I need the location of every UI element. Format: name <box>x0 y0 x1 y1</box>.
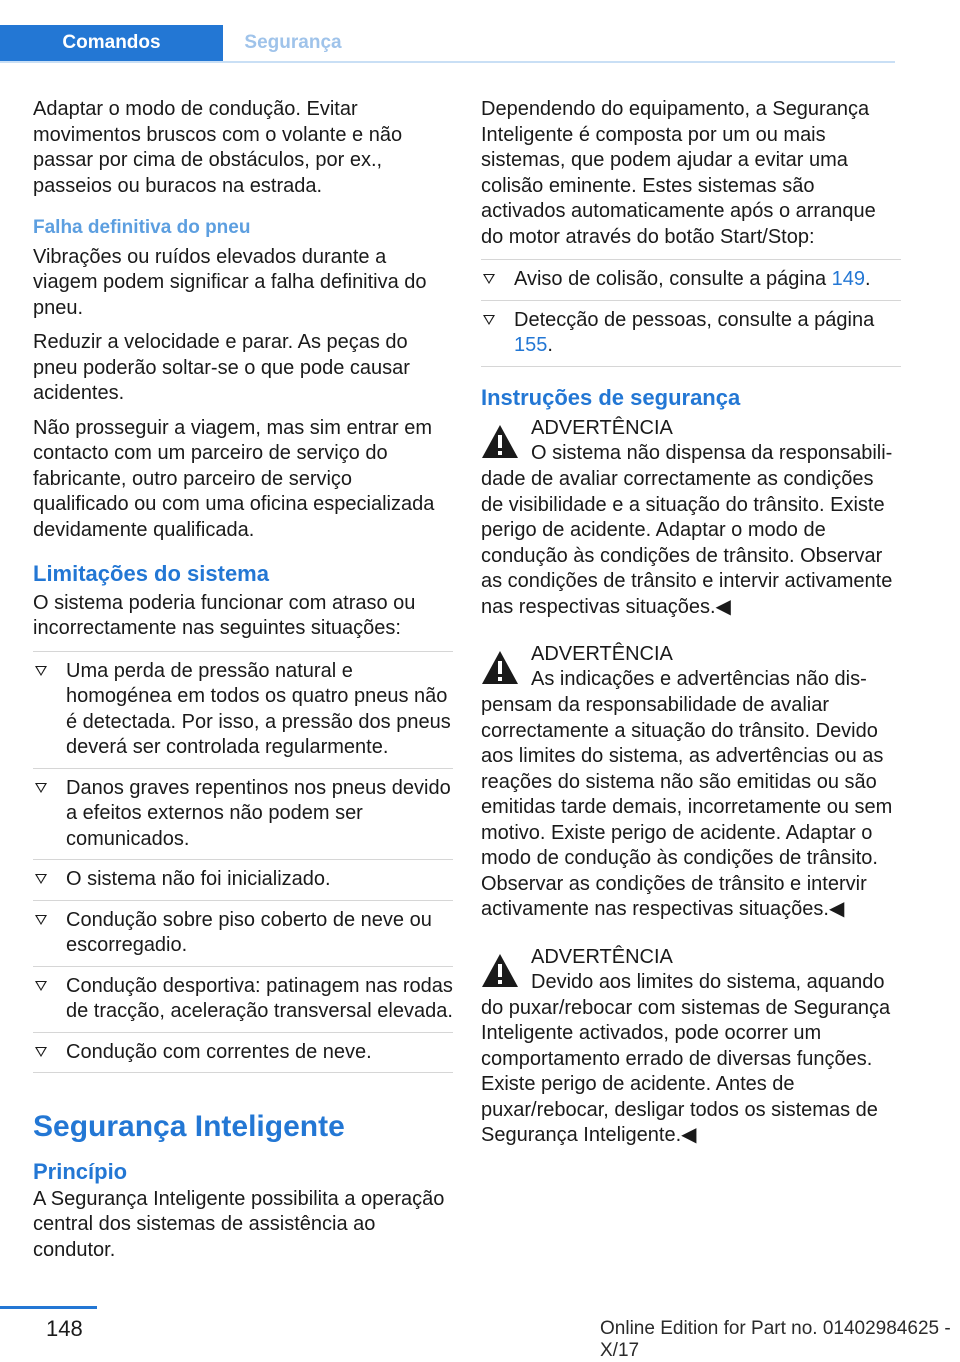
footer-rule <box>0 1306 97 1309</box>
paragraph: A Segurança Inteligente possibilita a operação central dos sistemas de assistência ao condutor. <box>33 1187 445 1261</box>
list-item: Detecção de pessoas, consulte a página 155. <box>481 301 901 367</box>
tab-seguranca[interactable]: Segurança <box>244 32 342 53</box>
triangle-bullet-icon <box>35 666 47 676</box>
systems-list <box>481 259 901 367</box>
triangle-bullet-icon <box>35 874 47 884</box>
list-item: Condução com correntes de neve. <box>33 1033 453 1074</box>
limitations-list <box>33 651 453 1074</box>
paragraph: Reduzir a velocidade e parar. As peças do pneu poderão soltar-se o que pode causar acidentes. <box>33 331 410 404</box>
list-item: Danos graves repentinos nos pneus devido a efeitos externos não podem ser comunicados. <box>33 769 453 861</box>
page-number: 148 <box>46 1316 83 1341</box>
heading-system-limits: Limitações do sistema <box>33 561 269 586</box>
warning-text-first: As indicações e advertências não dis- <box>531 668 867 690</box>
paragraph: Dependendo do equipamento, a Segurança Inteligente é composta por um ou mais sistemas, que podem ajudar a evitar uma colisão eminente. Estes sistemas são activados automaticamente após o arranque do motor através do botão Start/Stop: <box>481 98 876 248</box>
warning-text: do puxar/rebocar com sistemas de Segurança Inteligente activados, pode ocorrer um comportamento errado de diversas funções. Existe perigo de acidente. Antes de puxar/rebocar, desligar todos os sistemas de Segurança Inteligente.◀ <box>481 996 891 1146</box>
warning-block <box>481 945 901 1149</box>
footer-edition: Online Edition for Part no. 01402984625 - X/17 <box>600 1318 951 1361</box>
subheading-tire-failure: Falha definitiva do pneu <box>33 217 251 238</box>
list-item: Condução desportiva: patinagem nas rodas de tracção, aceleração transversal elevada. <box>33 967 453 1033</box>
list-item: O sistema não foi inicializado. <box>33 860 453 901</box>
triangle-bullet-icon <box>35 915 47 925</box>
paragraph: Vibrações ou ruídos elevados durante a viagem podem significar a falha definitiva do pneu. <box>33 245 427 319</box>
warning-title: ADVERTÊNCIA <box>531 417 673 439</box>
warning-triangle-icon <box>481 650 519 686</box>
list-item: Aviso de colisão, consulte a página 149. <box>481 259 901 301</box>
warning-text-first: O sistema não dispensa da responsabili- <box>531 442 893 464</box>
paragraph: Não prosseguir a viagem, mas sim entrar em contacto com um parceiro de serviço do fabricante, outro parceiro de serviço qualificado ou com uma oficina especializada devidamente qualificada. <box>33 416 435 541</box>
paragraph: Adaptar o modo de condução. Evitar movimentos bruscos com o volante e não passar por cima de obstáculos, por ex., passeios ou buracos na estrada. <box>33 98 403 197</box>
header-bar <box>0 25 895 63</box>
left-column <box>33 97 453 1272</box>
warning-text-first: Devido aos limites do sistema, aquando <box>531 970 885 993</box>
warning-title: ADVERTÊNCIA <box>531 945 673 968</box>
list-item: Uma perda de pressão natural e homogénea em todos os quatro pneus não é detectada. Por isso, a pressão dos pneus deverá ser controlada regularmente. <box>33 651 453 769</box>
triangle-bullet-icon <box>35 783 47 793</box>
triangle-bullet-icon <box>483 274 495 284</box>
warning-block <box>481 416 901 620</box>
page-link-149[interactable]: 149 <box>831 268 865 290</box>
paragraph: O sistema poderia funcionar com atraso ou incorrectamente nas seguintes situações: <box>33 591 416 639</box>
triangle-bullet-icon <box>35 1047 47 1057</box>
triangle-bullet-icon <box>35 981 47 991</box>
tab-comandos[interactable]: Comandos <box>0 25 223 61</box>
section-title: Segurança Inteligente <box>33 1110 345 1143</box>
heading-safety-instructions: Instruções de segurança <box>481 384 741 410</box>
triangle-bullet-icon <box>483 315 495 325</box>
list-item: Condução sobre piso coberto de neve ou escorregadio. <box>33 901 453 967</box>
warning-text: dade de avaliar correctamente as condições de visibilidade e a situação do trânsito. Existe perigo de acidente. Adaptar o modo de condução às condições de trânsito. Observar as condições de trânsito e intervir activamente nas respectivas situações.◀ <box>481 468 893 618</box>
warning-text: pensam da responsabilidade de avaliar correctamente a situação do trânsito. Devido aos limites do sistema, as advertências ou as reações do sistema não são emitidas ou são emitidas tarde demais, incorretamente ou sem motivo. Existe perigo de acidente. Adaptar o modo de condução às condições de trânsito. Observar as condições de trânsito e intervir activamente nas respectivas situações.◀ <box>481 694 893 920</box>
right-column <box>481 97 901 1171</box>
heading-principle: Princípio <box>33 1159 128 1184</box>
warning-block <box>481 642 901 923</box>
warning-triangle-icon <box>481 424 519 460</box>
warning-title: ADVERTÊNCIA <box>531 643 673 665</box>
warning-triangle-icon <box>481 953 519 989</box>
page-link-155[interactable]: 155 <box>514 334 548 356</box>
